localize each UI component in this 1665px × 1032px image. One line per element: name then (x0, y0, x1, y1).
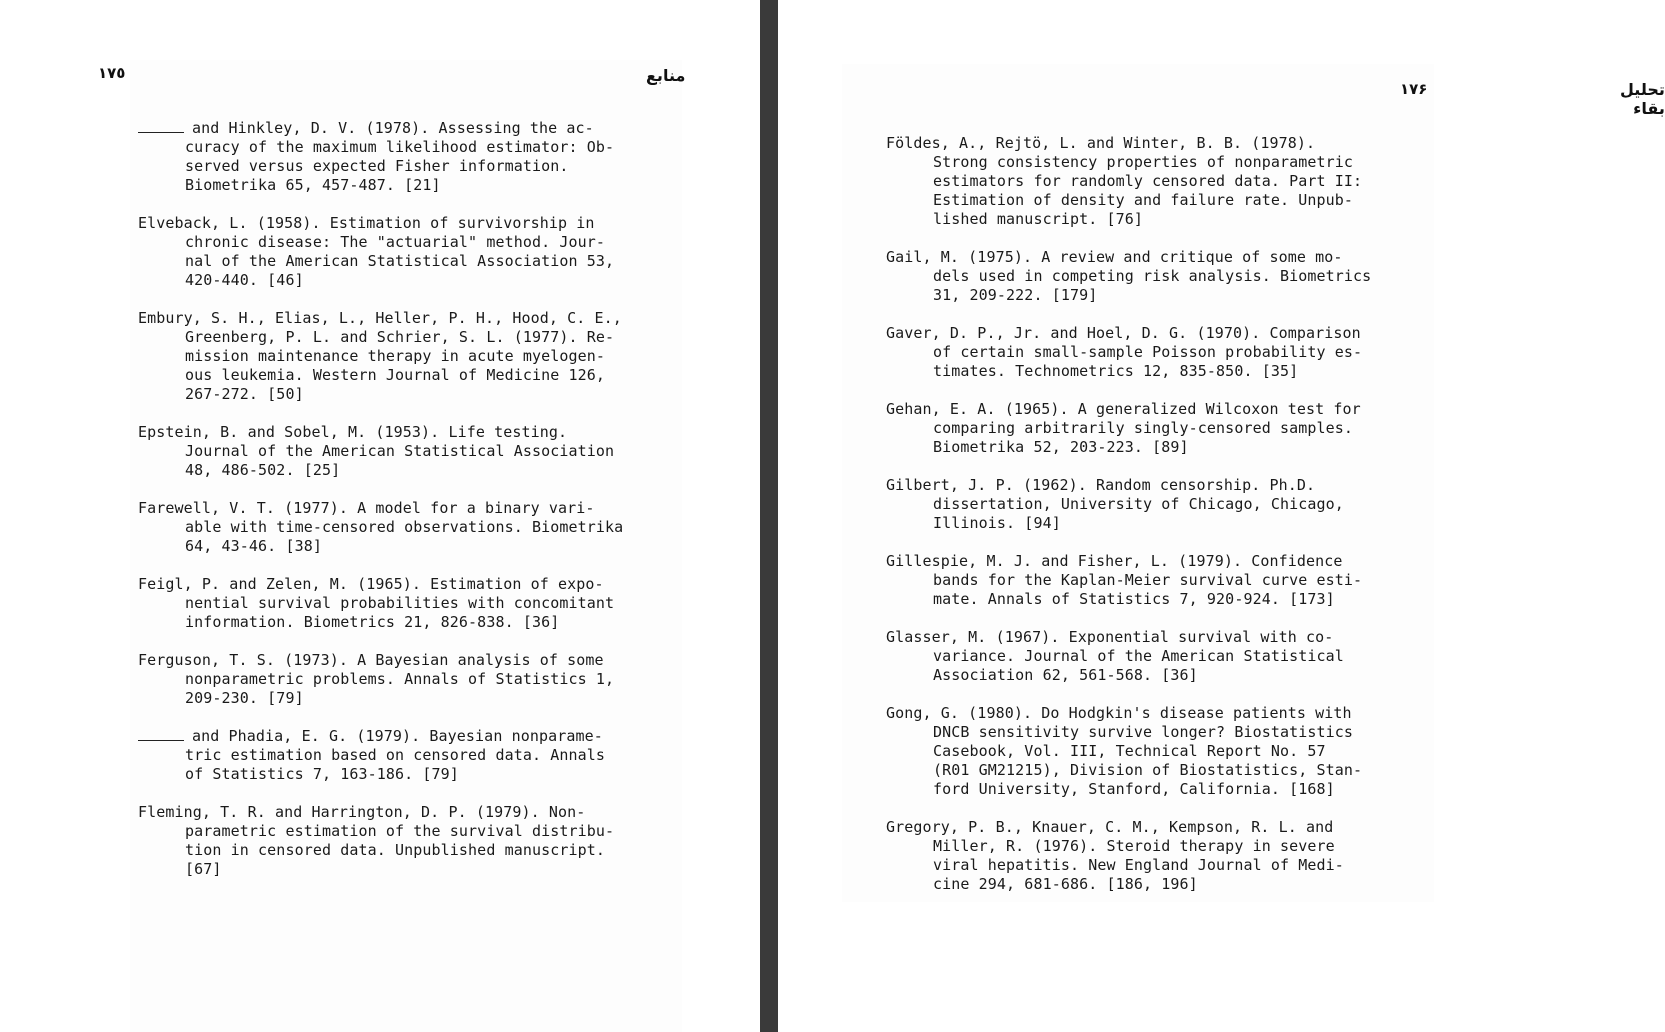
reference-text: Gregory, P. B., Knauer, C. M., Kempson, R. L. and Miller, R. (1976). Steroid therapy in severe viral hepatitis. New England Journal of Medi- cine 294, 681-686. [186, 196] (886, 818, 1344, 893)
reference-entry (886, 400, 1406, 457)
reference-entry (138, 214, 658, 290)
reference-entry (886, 248, 1406, 305)
reference-text: Gaver, D. P., Jr. and Hoel, D. G. (1970). Comparison of certain small-sample Poisson probability es- timates. Technometrics 12, 835-850. [35] (886, 324, 1363, 380)
reference-text: Feigl, P. and Zelen, M. (1965). Estimation of expo- nential survival probabilities with concomitant information. Biometrics 21, 826-838. [36] (138, 575, 615, 631)
left-page (0, 0, 760, 1032)
reference-text: Farewell, V. T. (1977). A model for a binary vari- able with time-censored observations. Biometrika 64, 43-46. [38] (138, 499, 624, 555)
reference-text: Gail, M. (1975). A review and critique of some mo- dels used in competing risk analysis. Biometrics 31, 209-222. [179] (886, 248, 1372, 304)
reference-text: Epstein, B. and Sobel, M. (1953). Life testing. Journal of the American Statistical Association 48, 486-502. [25] (138, 423, 615, 479)
reference-entry (886, 476, 1406, 533)
reference-entry (138, 651, 658, 708)
reference-text: Glasser, M. (1967). Exponential survival with co- variance. Journal of the American Statistical Association 62, 561-568. [36] (886, 628, 1344, 684)
reference-text: Gillespie, M. J. and Fisher, L. (1979). Confidence bands for the Kaplan-Meier survival curve esti- mate. Annals of Statistics 7, 920-924. [173] (886, 552, 1363, 608)
repeat-author-dash (138, 739, 184, 741)
reference-entry (886, 324, 1406, 381)
reference-entry (138, 575, 658, 632)
reference-entry (138, 803, 658, 879)
repeat-author-dash (138, 131, 184, 133)
reference-entry (138, 119, 658, 195)
reference-text: and Phadia, E. G. (1979). Bayesian nonparame- tric estimation based on censored data. Annals of Statistics 7, 163-186. [79] (185, 727, 606, 783)
reference-text: Gilbert, J. P. (1962). Random censorship. Ph.D. dissertation, University of Chicago, Chicago, Illinois. [94] (886, 476, 1344, 532)
reference-entry (886, 818, 1406, 894)
reference-entry (138, 727, 658, 784)
reference-text: Gong, G. (1980). Do Hodgkin's disease patients with DNCB sensitivity survive longer? Biostatistics Casebook, Vol. III, Technical Report No. 57 (R01 GM21215), Division of Biostatistics, Stan- ford University, Stanford, California. [168] (886, 704, 1363, 798)
right-page (778, 0, 1665, 1032)
right-page-number: ١٧۶ (1400, 80, 1428, 98)
reference-text: Fleming, T. R. and Harrington, D. P. (1979). Non- parametric estimation of the survival distribu- tion in censored data. Unpublished manuscript. [67] (138, 803, 615, 878)
reference-text: Gehan, E. A. (1965). A generalized Wilcoxon test for comparing arbitrarily singly-censored samples. Biometrika 52, 203-223. [89] (886, 400, 1361, 456)
reference-entry (138, 499, 658, 556)
reference-text: Elveback, L. (1958). Estimation of survivorship in chronic disease: The "actuarial" method. Jour- nal of the American Statistical Association 53, 420-440. [46] (138, 214, 615, 289)
left-page-number: ١٧٥ (98, 64, 126, 82)
left-reference-list (138, 119, 658, 898)
reference-text: Földes, A., Rejtö, L. and Winter, B. B. (1978). Strong consistency properties of nonparametric estimators for randomly censored data. Part II: Estimation of density and failure rate. Unpub- lished manuscript. [76] (886, 134, 1363, 228)
reference-text: and Hinkley, D. V. (1978). Assessing the ac- curacy of the maximum likelihood estimator: Ob- served versus expected Fisher information. Biometrika 65, 457-487. [21] (185, 119, 615, 194)
reference-entry (138, 423, 658, 480)
reference-entry (886, 628, 1406, 685)
book-gutter (760, 0, 778, 1032)
right-reference-list (886, 134, 1406, 913)
left-running-head: منابع (646, 66, 686, 85)
reference-entry (886, 134, 1406, 229)
right-running-head: تحلیل بقاء (1620, 80, 1665, 118)
reference-entry (138, 309, 658, 404)
reference-text: Embury, S. H., Elias, L., Heller, P. H., Hood, C. E., Greenberg, P. L. and Schrier, S. L. (1977). Re- mission maintenance therapy in acute myelogen- ous leukemia. Western Journal of Medicine 126, 267-272. [50] (138, 309, 622, 403)
reference-text: Ferguson, T. S. (1973). A Bayesian analysis of some nonparametric problems. Annals of Statistics 1, 209-230. [79] (138, 651, 615, 707)
reference-entry (886, 552, 1406, 609)
reference-entry (886, 704, 1406, 799)
